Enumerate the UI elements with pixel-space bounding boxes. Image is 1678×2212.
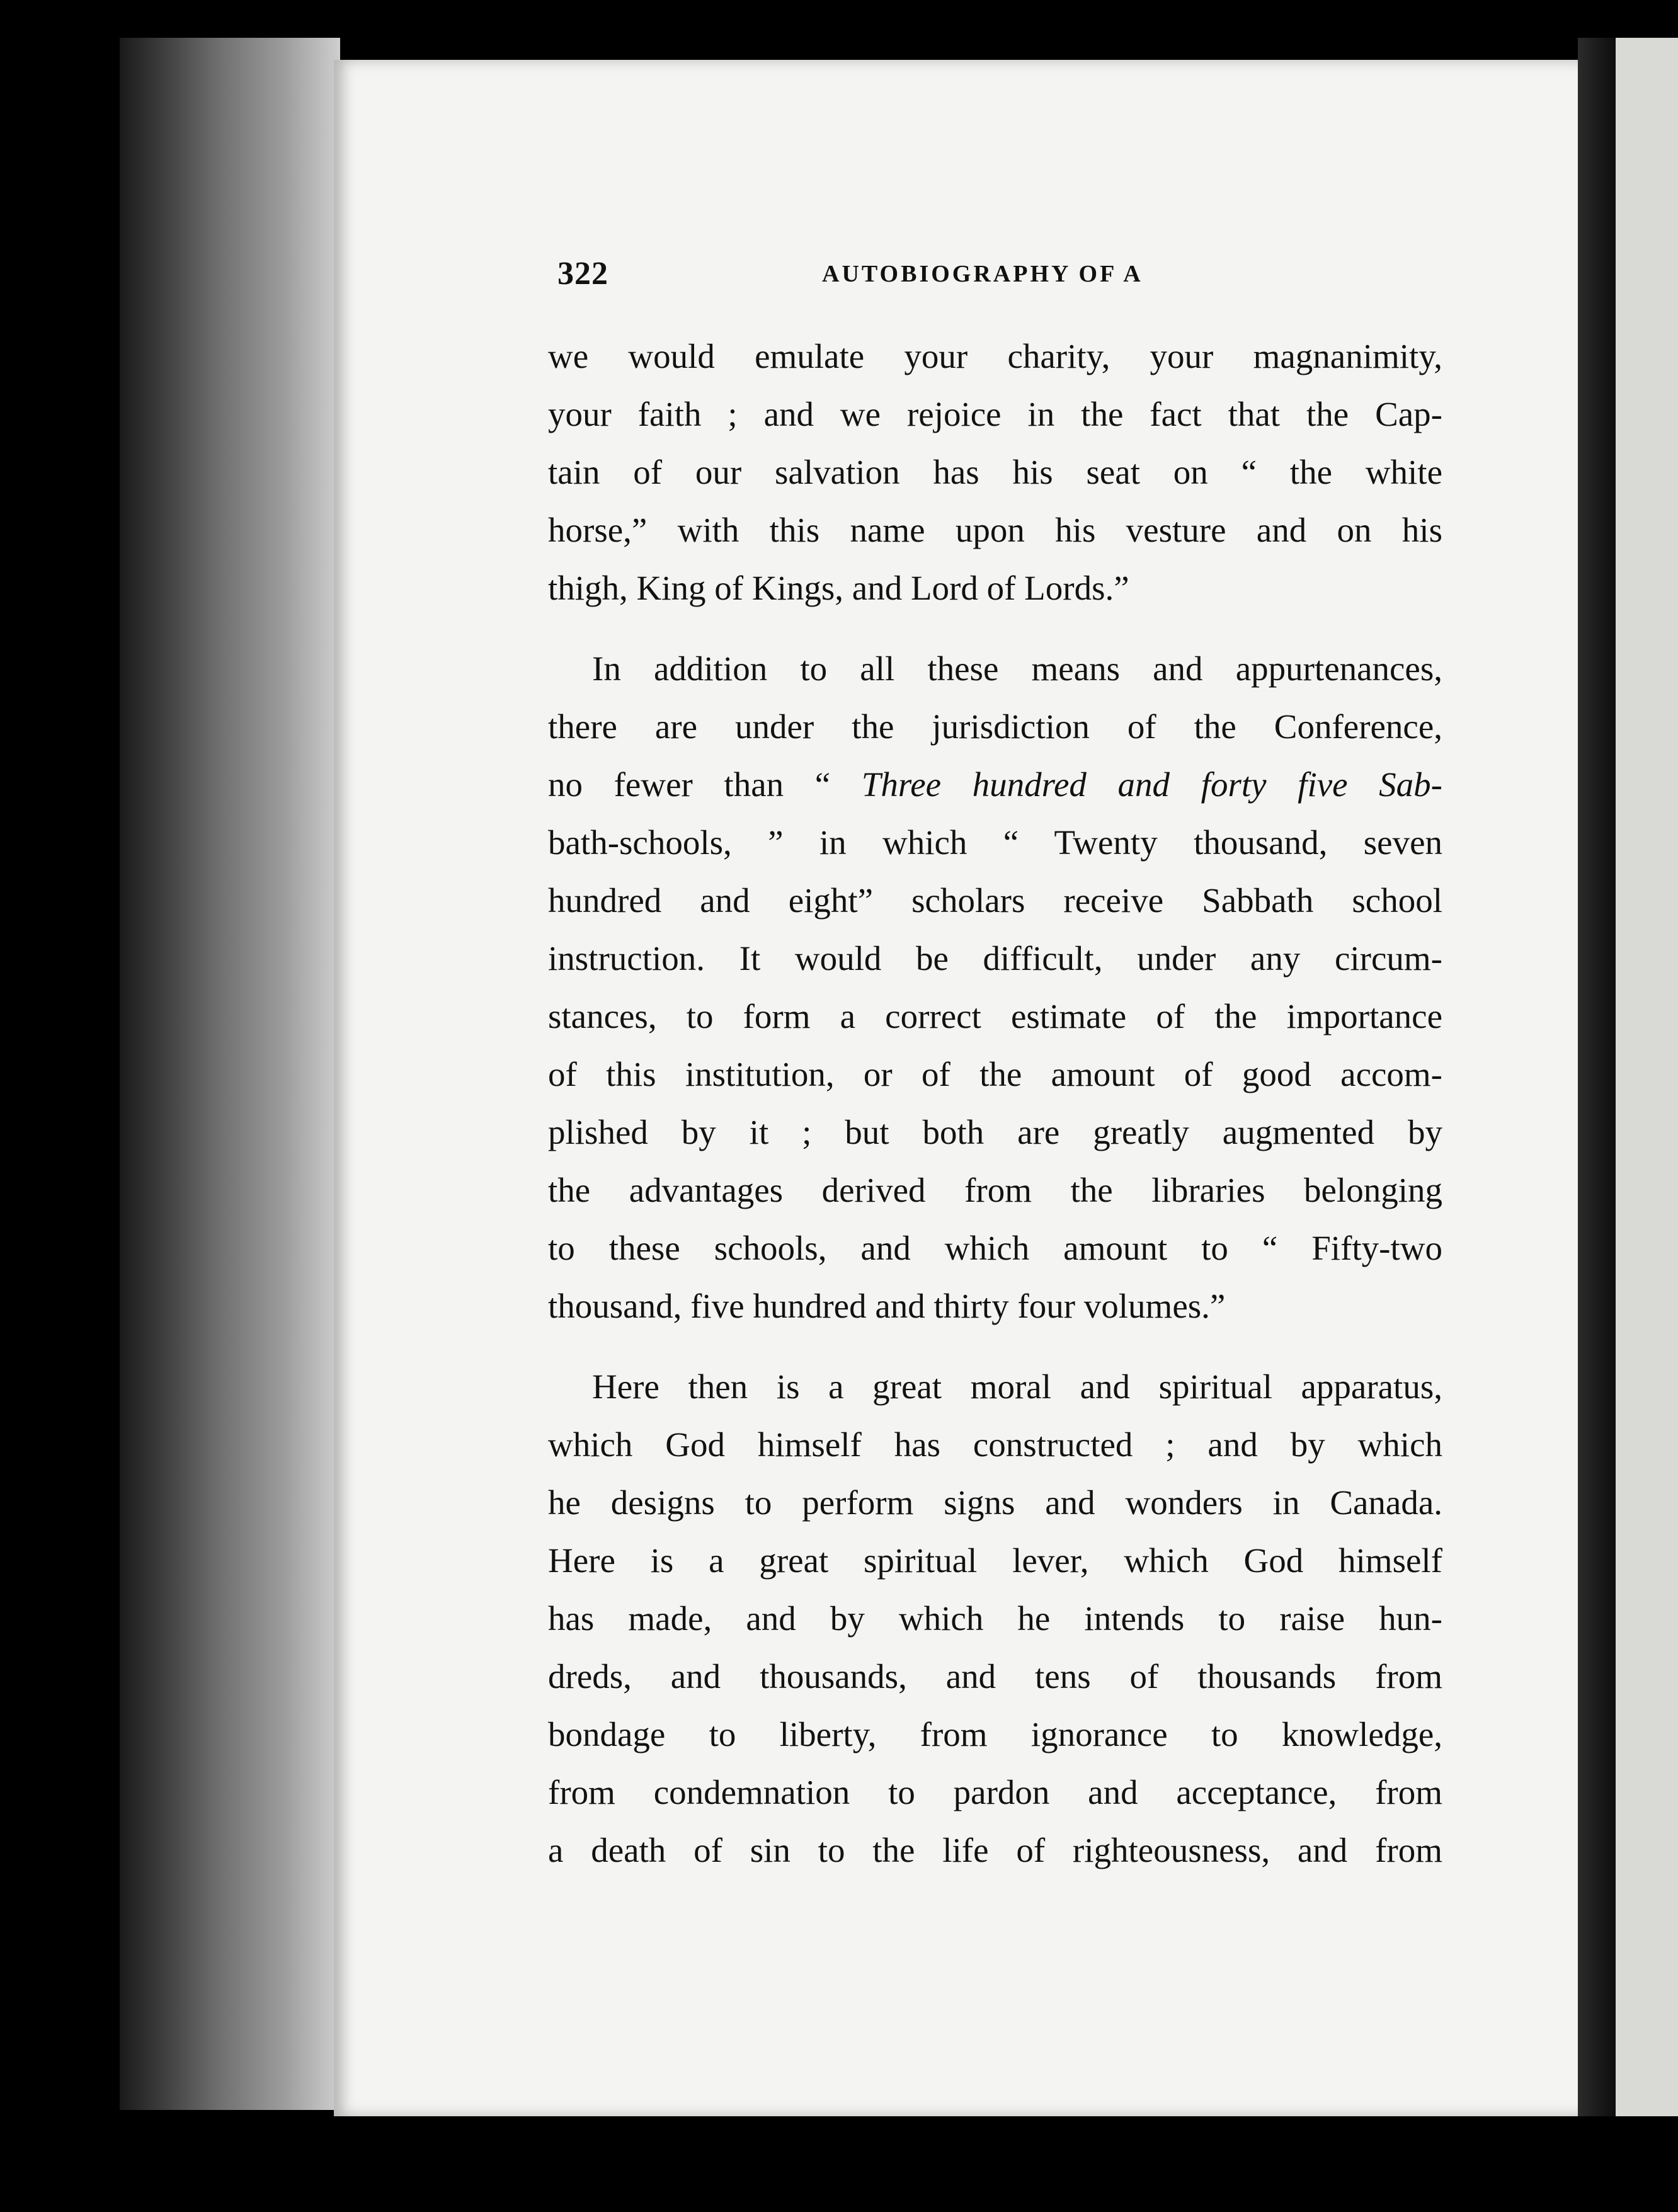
text-line: he designs to perform signs and wonders in Canada. — [548, 1483, 1442, 1522]
text-line: Here is a great spiritual lever, which God himself — [548, 1541, 1442, 1580]
text-line: your faith ; and we rejoice in the fact that the Cap- — [548, 395, 1442, 433]
text-line: from condemnation to pardon and acceptance, from — [548, 1773, 1442, 1811]
text-line: no fewer than “ Three hundred and forty five Sab- — [548, 765, 1442, 804]
text-line: dreds, and thousands, and tens of thousands from — [548, 1657, 1442, 1696]
text-line: there are under the jurisdiction of the Conference, — [548, 707, 1442, 746]
text-line: the advantages derived from the libraries belonging — [548, 1171, 1442, 1209]
paragraph-1 — [548, 328, 1442, 617]
paragraph-3 — [548, 1358, 1442, 1879]
text-line: hundred and eight” scholars receive Sabbath school — [548, 881, 1442, 920]
text-line: thigh, King of Kings, and Lord of Lords.” — [548, 569, 1129, 607]
book-gutter — [1578, 38, 1616, 2116]
italic-phrase: Three hundred and forty five Sab- — [861, 765, 1442, 804]
page-body — [548, 328, 1442, 1879]
text-line: has made, and by which he intends to raise hun- — [548, 1599, 1442, 1638]
running-title: AUTOBIOGRAPHY OF A — [822, 261, 1143, 287]
text-line: instruction. It would be difficult, under any circum- — [548, 939, 1442, 978]
text-line: horse,” with this name upon his vesture and on his — [548, 511, 1442, 549]
text-line: a death of sin to the life of righteousness, and from — [548, 1831, 1442, 1869]
text-line: we would emulate your charity, your magnanimity, — [548, 337, 1442, 375]
text-line: bondage to liberty, from ignorance to knowledge, — [548, 1715, 1442, 1753]
page-number: 322 — [557, 256, 608, 292]
text-line: Here then is a great moral and spiritual apparatus, — [592, 1367, 1442, 1406]
book-page-edges — [120, 38, 340, 2110]
text-line: which God himself has constructed ; and by which — [548, 1425, 1442, 1464]
text-line: to these schools, and which amount to “ Fifty-two — [548, 1229, 1442, 1267]
paragraph-2 — [548, 640, 1442, 1335]
text-line: stances, to form a correct estimate of the importance — [548, 997, 1442, 1035]
text-line: thousand, five hundred and thirty four volumes.” — [548, 1287, 1226, 1325]
text-line: plished by it ; but both are greatly augmented by — [548, 1113, 1442, 1151]
facing-page-edge — [1616, 38, 1678, 2116]
text-line: In addition to all these means and appurtenances, — [592, 649, 1442, 688]
text-line: of this institution, or of the amount of good accom- — [548, 1055, 1442, 1093]
text-line: tain of our salvation has his seat on “ the white — [548, 453, 1442, 491]
text-line: bath-schools, ” in which “ Twenty thousand, seven — [548, 823, 1442, 862]
page-header — [557, 255, 1452, 299]
